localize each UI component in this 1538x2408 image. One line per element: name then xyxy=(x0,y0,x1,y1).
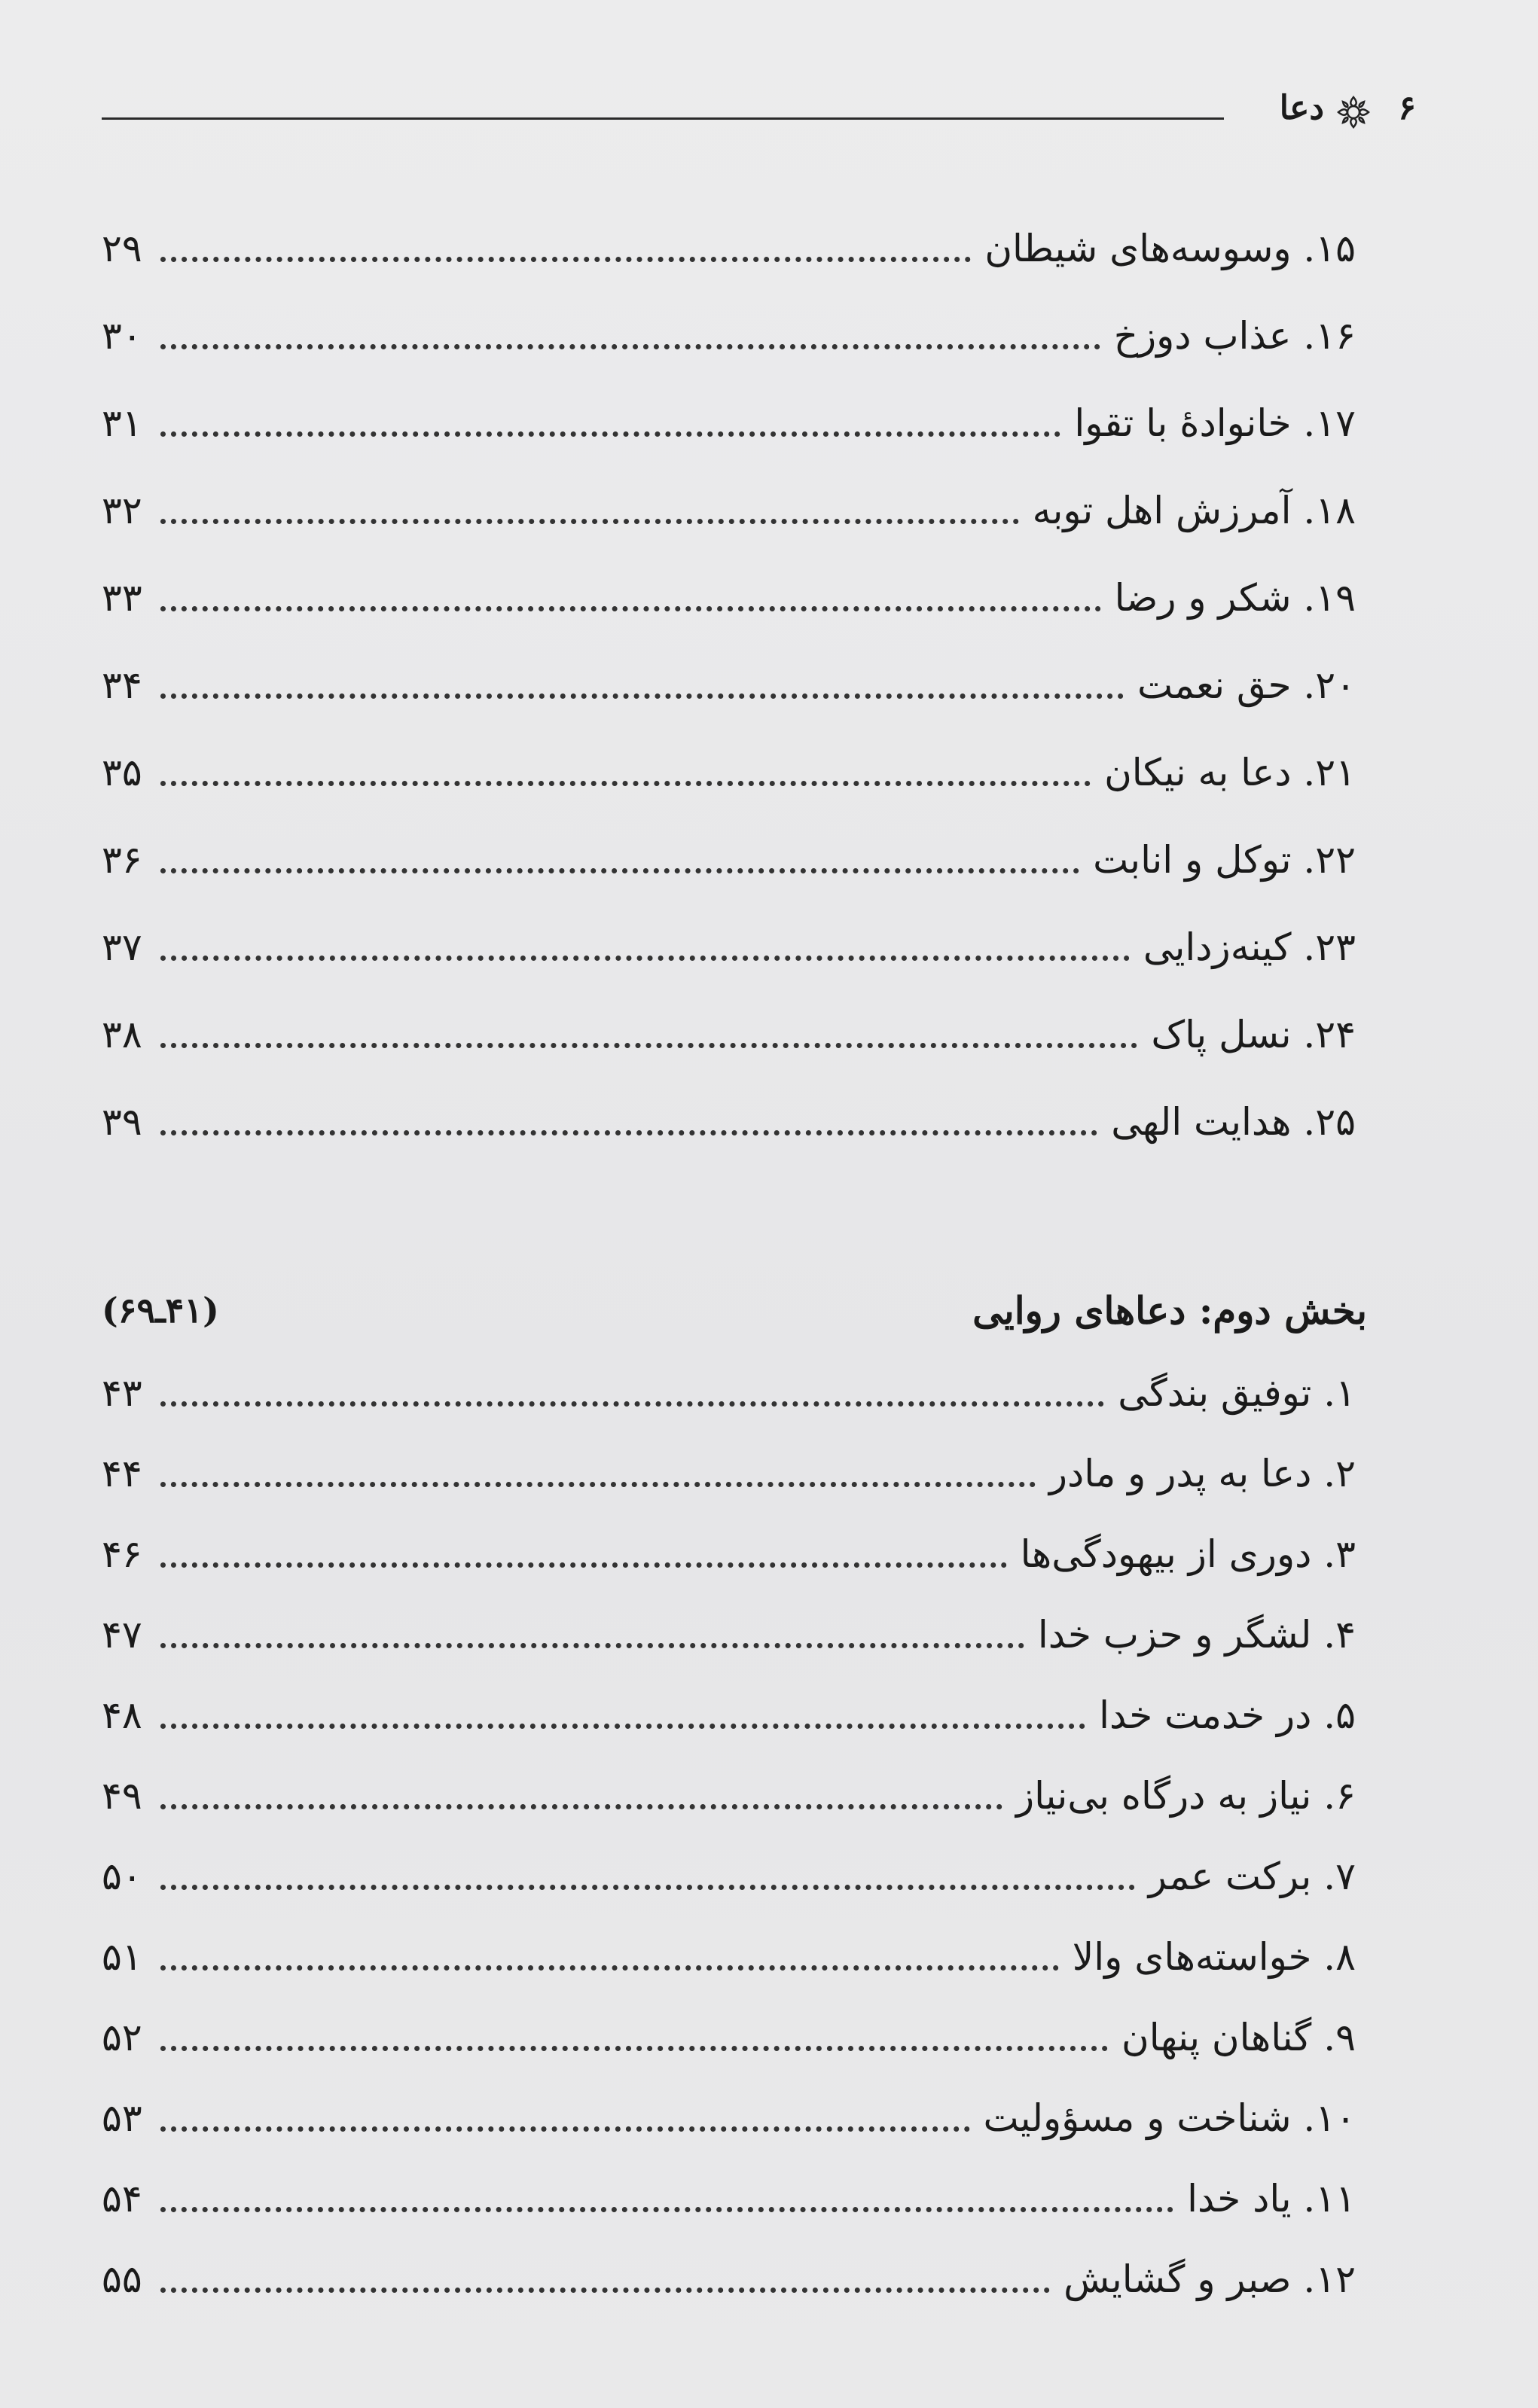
toc-entry-page: ۵۱ xyxy=(102,1935,142,1979)
toc-entry-title: ۱۵. وسوسه‌های شیطان xyxy=(984,227,1356,270)
toc-entry xyxy=(102,1846,1356,1907)
toc-entry xyxy=(102,1927,1356,1987)
toc-entry-title: ۲۱. دعا به نیکان xyxy=(1104,751,1356,794)
toc-entry-page: ۴۶ xyxy=(102,1532,142,1576)
dot-leader xyxy=(160,1804,1002,1809)
toc-entry-page: ۴۹ xyxy=(102,1774,142,1818)
toc-entry-page: ۳۱ xyxy=(102,401,142,445)
section-page-range: (۴۱ـ۶۹) xyxy=(102,1290,219,1330)
dot-leader xyxy=(160,1643,1024,1648)
toc-entry-page: ۴۴ xyxy=(102,1452,142,1495)
toc-entry-title: ۲۰. حق نعمت xyxy=(1137,663,1356,707)
toc-entry-page: ۴۳ xyxy=(102,1371,142,1415)
toc-entry-title: ۱۲. صبر و گشایش xyxy=(1063,2257,1356,2301)
dot-leader xyxy=(160,693,1124,699)
toc-entry-page: ۳۸ xyxy=(102,1013,142,1056)
toc-entry xyxy=(102,1443,1356,1504)
toc-entry xyxy=(102,1524,1356,1584)
toc-entry xyxy=(102,2007,1356,2068)
toc-entry xyxy=(102,2249,1356,2309)
toc-entry-title: ۹. گناهان پنهان xyxy=(1121,2016,1356,2059)
toc-entry-title: ۷. برکت عمر xyxy=(1148,1855,1356,1898)
toc-entry-page: ۳۵ xyxy=(102,751,142,794)
toc-entry-page: ۵۳ xyxy=(102,2096,142,2140)
dot-leader xyxy=(160,606,1101,611)
dot-leader xyxy=(160,344,1100,349)
toc-entry-title: ۶. نیاز به درگاه بی‌نیاز xyxy=(1015,1774,1356,1818)
flower-ornament-icon xyxy=(1336,95,1371,130)
dot-leader xyxy=(160,2126,970,2132)
toc-entry-page: ۵۰ xyxy=(102,1855,142,1898)
toc-entry-title: ۱۰. شناخت و مسؤولیت xyxy=(983,2096,1356,2140)
toc-entry-page: ۵۴ xyxy=(102,2177,142,2221)
toc-entry xyxy=(102,1004,1356,1065)
toc-entry-title: ۱۶. عذاب دوزخ xyxy=(1113,314,1356,358)
toc-entry-page: ۵۵ xyxy=(102,2257,142,2301)
toc-entry-title: ۲۲. توکل و انابت xyxy=(1093,838,1356,882)
toc-entry-title: ۲۴. نسل پاک xyxy=(1151,1013,1356,1056)
toc-entry-title: ۲۳. کینه‌زدایی xyxy=(1143,925,1356,969)
dot-leader xyxy=(160,1043,1137,1048)
dot-leader xyxy=(160,1482,1036,1487)
dot-leader xyxy=(160,2046,1108,2051)
dot-leader xyxy=(160,1724,1085,1729)
dot-leader xyxy=(160,2288,1050,2293)
toc-entry-page: ۳۰ xyxy=(102,314,142,358)
toc-entry-title: ۳. دوری از بیهودگی‌ها xyxy=(1020,1532,1356,1576)
toc-entry xyxy=(102,1685,1356,1745)
toc-entry-page: ۳۹ xyxy=(102,1100,142,1144)
toc-entry-page: ۳۴ xyxy=(102,663,142,707)
header-rule xyxy=(102,117,1224,120)
page-header xyxy=(102,89,1416,142)
dot-leader xyxy=(160,2207,1173,2212)
toc-entry xyxy=(102,2088,1356,2148)
toc-entry-title: ۴. لشگر و حزب خدا xyxy=(1037,1613,1356,1657)
toc-entry xyxy=(102,2169,1356,2229)
toc-entry xyxy=(102,1092,1356,1152)
dot-leader xyxy=(160,519,1019,524)
toc-entry xyxy=(102,306,1356,366)
toc-entry-title: ۵. در خدمت خدا xyxy=(1099,1693,1356,1737)
toc-entry-page: ۳۲ xyxy=(102,489,142,532)
running-title: دعا xyxy=(1279,89,1324,127)
dot-leader xyxy=(160,431,1060,437)
dot-leader xyxy=(160,781,1091,786)
toc-entry xyxy=(102,218,1356,279)
dot-leader xyxy=(160,868,1079,873)
toc-entry xyxy=(102,1605,1356,1665)
toc-entry-page: ۲۹ xyxy=(102,227,142,270)
dot-leader xyxy=(160,1965,1059,1971)
toc-entry-title: ۱۱. یاد خدا xyxy=(1187,2177,1356,2221)
dot-leader xyxy=(160,1401,1104,1407)
toc-entry-page: ۳۳ xyxy=(102,576,142,620)
section-title: بخش دوم: دعاهای روایی xyxy=(972,1288,1367,1333)
dot-leader xyxy=(160,1130,1097,1135)
toc-entry-title: ۱۹. شکر و رضا xyxy=(1114,576,1356,620)
toc-entry-title: ۱۷. خانوادهٔ با تقوا xyxy=(1074,401,1356,445)
toc-entry-page: ۳۷ xyxy=(102,925,142,969)
dot-leader xyxy=(160,257,971,262)
toc-entry-page: ۵۲ xyxy=(102,2016,142,2059)
toc-entry-page: ۴۸ xyxy=(102,1693,142,1737)
dot-leader xyxy=(160,1562,1007,1568)
toc-entry xyxy=(102,568,1356,628)
page-number: ۶ xyxy=(1398,89,1416,127)
toc-entry-page: ۴۷ xyxy=(102,1613,142,1657)
toc-entry xyxy=(102,742,1356,803)
section-heading xyxy=(102,1280,1367,1340)
toc-entry xyxy=(102,480,1356,541)
toc-entry-title: ۲۵. هدایت الهی xyxy=(1111,1100,1356,1144)
toc-entry xyxy=(102,830,1356,890)
toc-entry-title: ۱۸. آمرزش اهل توبه xyxy=(1032,489,1356,532)
toc-entry xyxy=(102,393,1356,453)
toc-entry-title: ۲. دعا به پدر و مادر xyxy=(1048,1452,1356,1495)
toc-entry-title: ۸. خواسته‌های والا xyxy=(1072,1935,1356,1979)
toc-entry-title: ۱. توفیق بندگی xyxy=(1118,1371,1356,1415)
toc-entry xyxy=(102,655,1356,715)
toc-entry xyxy=(102,1766,1356,1826)
toc-entry-page: ۳۶ xyxy=(102,838,142,882)
toc-entry xyxy=(102,917,1356,977)
toc-entry xyxy=(102,1363,1356,1423)
dot-leader xyxy=(160,1885,1135,1890)
dot-leader xyxy=(160,956,1130,961)
